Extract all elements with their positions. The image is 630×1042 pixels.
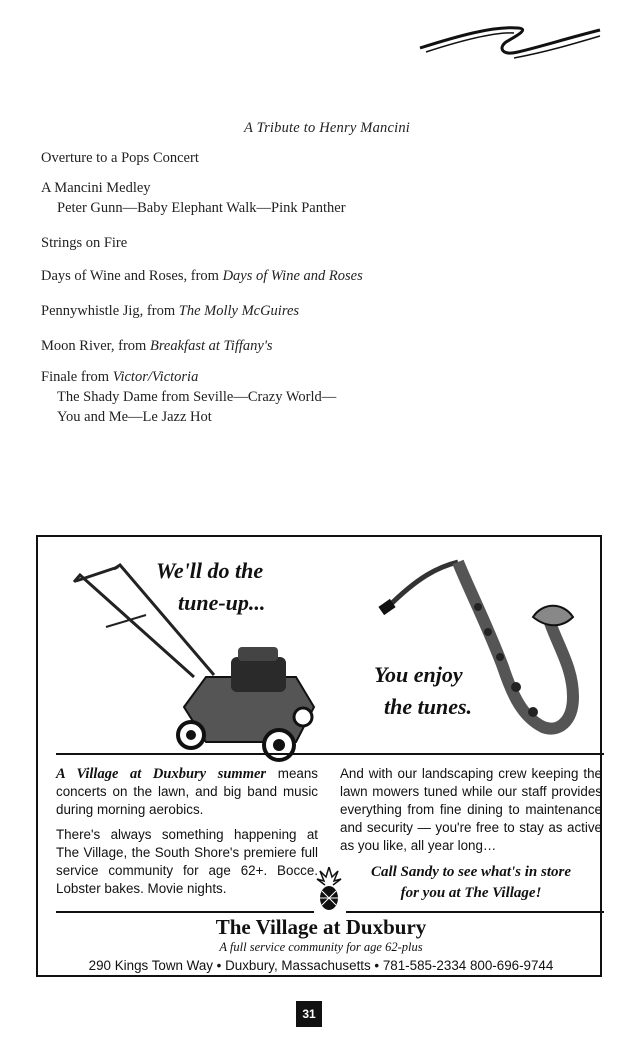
- swoosh-logo: [418, 18, 603, 70]
- program-item: Moon River, from Breakfast at Tiffany's: [41, 338, 273, 354]
- program-item-sub: The Shady Dame from Seville—Crazy World—: [57, 389, 337, 405]
- saxophone-image: [358, 547, 588, 762]
- brand-name: The Village at Duxbury: [215, 915, 427, 939]
- page-number: 31: [296, 1001, 322, 1027]
- divider: [346, 911, 604, 913]
- program-item: A Mancini Medley Peter Gunn—Baby Elephant Walk—Pink Panther: [41, 180, 346, 216]
- program-title: A Tribute to Henry Mancini: [243, 120, 411, 136]
- program-item: Finale from Victor/Victoria The Shady Dame from Seville—Crazy World— You and Me—Le Jazz Hot: [41, 369, 337, 425]
- program-item: Pennywhistle Jig, from The Molly McGuires: [41, 303, 300, 319]
- address-line: 290 Kings Town Way • Duxbury, Massachusetts • 781-585-2334 800-696-9744: [88, 958, 554, 973]
- program-item: Days of Wine and Roses, from Days of Wine and Roses: [41, 268, 363, 284]
- tagline-left: We'll do the tune-up...: [156, 558, 266, 615]
- ad-left-column: A Village at Duxbury summer means concerts on the lawn, and big band music during morning aerobics. There's always something happening at The Village, the South Shore's premiere full service community for age 62+. Bocce. Lobster bakes. Movie nights.: [56, 766, 318, 896]
- pineapple-icon: [316, 867, 342, 911]
- call-to-action: Call Sandy to see what's in store for you at The Village!: [370, 864, 572, 901]
- program-item: Overture to a Pops Concert: [41, 150, 199, 166]
- divider: [56, 753, 604, 755]
- tagline-right: You enjoy the tunes.: [374, 662, 473, 719]
- advertisement: [36, 535, 602, 977]
- ad-lead-text: A Village at Duxbury summer: [56, 766, 267, 782]
- divider: [56, 911, 314, 913]
- program-item-sub: Peter Gunn—Baby Elephant Walk—Pink Panther: [57, 200, 346, 216]
- program-item: Strings on Fire: [41, 235, 128, 251]
- ad-right-column: And with our landscaping crew keeping the lawn mowers tuned while our staff provides everything from fine dining to maintenance and security — you're free to stay as active as you like, all year long… Call Sandy to see what's in store for you at The Village!: [340, 765, 602, 904]
- brand-tagline: A full service community for age 62-plus: [219, 940, 423, 954]
- program-item-sub: You and Me—Le Jazz Hot: [57, 409, 212, 425]
